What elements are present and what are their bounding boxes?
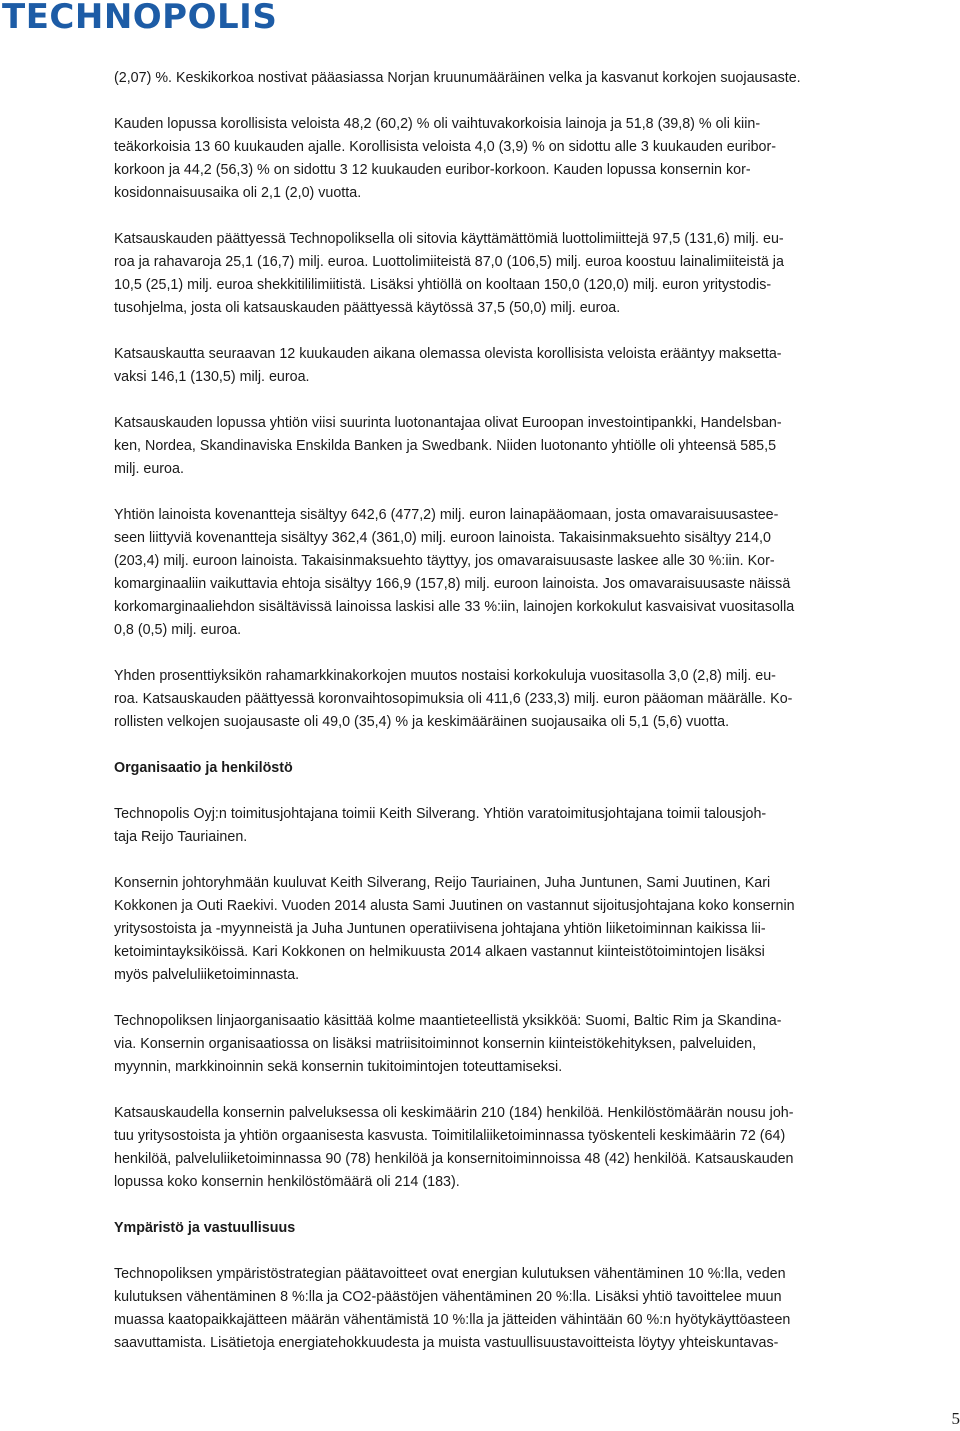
report-body — [114, 67, 960, 1355]
text-line: 0,8 (0,5) milj. euroa. — [114, 622, 242, 638]
text-line: Technopolis Oyj:n toimitusjohtajana toimii Keith Silverang. Yhtiön varatoimitusjohtajana toimii talousjoh- — [114, 806, 767, 822]
text-line: tuu yritysostoista ja yhtiön orgaanisesta kasvusta. Toimitilaliiketoiminnassa työskenteli keskimäärin 72 (64) — [114, 1128, 786, 1144]
text-line: Technopoliksen linjaorganisaatio käsittää kolme maantieteellistä yksikköä: Suomi, Baltic Rim ja Skandina- — [114, 1013, 782, 1029]
text-line: Katsauskaudella konsernin palveluksessa oli keskimäärin 210 (184) henkilöä. Henkilöstömäärän nousu joh- — [114, 1105, 794, 1121]
paragraph-credit-limits — [114, 228, 960, 320]
text-line: Kokkonen ja Outi Raekivi. Vuoden 2014 alusta Sami Juutinen on vastannut sijoitusjohtajana koko konsernin — [114, 898, 795, 914]
text-line: 10,5 (25,1) milj. euroa shekkitililimiitistä. Lisäksi yhtiöllä on kooltaan 150,0 (120,0) milj. euron yritystodis- — [114, 277, 772, 293]
text-line: tusohjelma, josta oli katsauskauden päättyessä käytössä 37,5 (50,0) milj. euroa. — [114, 300, 621, 316]
text-line: korkoon ja 44,2 (56,3) % on sidottu 3 12 kuukauden euribor-korkoon. Kauden lopussa konsernin kor- — [114, 162, 751, 178]
text-line: ken, Nordea, Skandinaviska Enskilda Banken ja Swedbank. Niiden luotonanto yhtiölle oli yhteensä 585,5 — [114, 438, 777, 454]
text-line: lopussa koko konsernin henkilöstömäärä oli 214 (183). — [114, 1174, 460, 1190]
text-line: Yhtiön lainoista kovenantteja sisältyy 642,6 (477,2) milj. euron lainapääomaan, josta omavaraisuusastee- — [114, 507, 779, 523]
text-line: (203,4) milj. euroon lainoista. Takaisinmaksuehto täyttyy, jos omavaraisuusaste laskee alle 30 %:iin. Kor- — [114, 553, 775, 569]
paragraph-personnel — [114, 1102, 960, 1194]
paragraph-interest-rate — [114, 67, 960, 90]
text-line: vaksi 146,1 (130,5) milj. euroa. — [114, 369, 310, 385]
text-line: Katsauskauden lopussa yhtiön viisi suurinta luotonantajaa olivat Euroopan investointipankki, Handelsban- — [114, 415, 782, 431]
text-line: Kauden lopussa korollisista veloista 48,2 (60,2) % oli vaihtuvakorkoisia lainoja ja 51,8 (39,8) % oli kiin- — [114, 116, 761, 132]
text-line: henkilöä, palveluliiketoiminnassa 90 (78) henkilöä ja konsernitoiminnoissa 48 (42) henkilöä. Katsauskauden — [114, 1151, 794, 1167]
paragraph-ceo — [114, 803, 960, 849]
section-heading-environment: Ympäristö ja vastuullisuus — [114, 1220, 296, 1236]
text-line: roa ja rahavaroja 25,1 (16,7) milj. euroa. Luottolimiiteistä 87,0 (106,5) milj. euroa koostuu lainalimiiteistä ja — [114, 254, 784, 270]
text-line: Konsernin johtoryhmään kuuluvat Keith Silverang, Reijo Tauriainen, Juha Juntunen, Sami Juutinen, Kari — [114, 875, 771, 891]
text-line: myynnin, markkinoinnin sekä konsernin tukitoimintojen toteuttamiseksi. — [114, 1059, 563, 1075]
text-line: saavuttamista. Lisätietoja energiatehokkuudesta ja muista vastuullisuustavoitteista löytyy yhteiskuntavas- — [114, 1335, 779, 1351]
text-line: kulutuksen vähentäminen 8 %:lla ja CO2-päästöjen vähentäminen 20 %:lla. Lisäksi yhtiö tavoittelee muun — [114, 1289, 782, 1305]
paragraph-management-team — [114, 872, 960, 987]
text-line: seen liittyviä kovenantteja sisältyy 362,4 (361,0) milj. euroon lainoista. Takaisinmaksuehto sisältyy 214,0 — [114, 530, 771, 546]
paragraph-covenants — [114, 504, 960, 642]
paragraph-line-organisation — [114, 1010, 960, 1079]
text-line: via. Konsernin organisaatiossa on lisäksi matriisitoiminnot konsernin kiinteistökehityksen, palveluiden, — [114, 1036, 757, 1052]
text-line: yritysostoista ja -myynneistä ja Juha Juntunen operatiivisena johtajana yhtiön liiketoiminnan kaikissa lii- — [114, 921, 766, 937]
text-line: muassa kaatopaikkajätteen määrän vähentämistä 10 %:lla ja jätteiden vähintään 60 %:n hyötykäyttöasteen — [114, 1312, 791, 1328]
paragraph-fixed-floating-debt — [114, 113, 960, 205]
text-line: Katsauskauden päättyessä Technopoliksella oli sitovia käyttämättömiä luottolimiittejä 97,5 (131,6) milj. eu- — [114, 231, 784, 247]
text-line: (2,07) %. Keskikorkoa nostivat pääasiassa Norjan kruunumääräinen velka ja kasvanut korkojen suojausaste. — [114, 70, 801, 86]
text-line: rollisten velkojen suojausaste oli 49,0 (35,4) % ja keskimääräinen suojausaika oli 5,1 (5,6) vuotta. — [114, 714, 730, 730]
text-line: Katsauskautta seuraavan 12 kuukauden aikana olemassa olevista korollisista veloista erääntyy maksetta- — [114, 346, 782, 362]
paragraph-interest-sensitivity — [114, 665, 960, 734]
text-line: komarginaaliin vaikuttavia ehtoja sisältyy 166,9 (157,8) milj. euroon lainoista. Jos omavaraisuusaste näissä — [114, 576, 791, 592]
text-line: Technopoliksen ympäristöstrategian päätavoitteet ovat energian kulutuksen vähentäminen 10 %:lla, veden — [114, 1266, 786, 1282]
paragraph-largest-lenders — [114, 412, 960, 481]
text-line: korkomarginaaliehdon sisältävissä lainoissa laskisi alle 33 %:iin, lainojen korkokulut kasvaisivat vuositasolla — [114, 599, 795, 615]
section-heading-organisation: Organisaatio ja henkilöstö — [114, 760, 293, 776]
text-line: myös palveluliiketoiminnasta. — [114, 967, 300, 983]
text-line: taja Reijo Tauriainen. — [114, 829, 248, 845]
page-number: 5 — [951, 1409, 960, 1428]
text-line: milj. euroa. — [114, 461, 184, 477]
text-line: Yhden prosenttiyksikön rahamarkkinakorkojen muutos nostaisi korkokuluja vuositasolla 3,0 (2,8) milj. eu- — [114, 668, 776, 684]
text-line: teäkorkoisia 13 60 kuukauden ajalle. Korollisista veloista 4,0 (3,9) % on sidottu alle 3 kuukauden euribor- — [114, 139, 777, 155]
text-line: roa. Katsauskauden päättyessä koronvaihtosopimuksia oli 411,6 (233,3) milj. euron pääoman määrälle. Ko- — [114, 691, 793, 707]
paragraph-environment-strategy — [114, 1263, 960, 1355]
text-line: ketoimintayksiköissä. Kari Kokkonen on helmikuusta 2014 alkaen vastannut kiinteistötoimintojen lisäksi — [114, 944, 765, 960]
technopolis-logo: TECHNOPOLIS — [2, 0, 278, 37]
paragraph-maturing-debt — [114, 343, 960, 389]
text-line: kosidonnaisuusaika oli 2,1 (2,0) vuotta. — [114, 185, 362, 201]
